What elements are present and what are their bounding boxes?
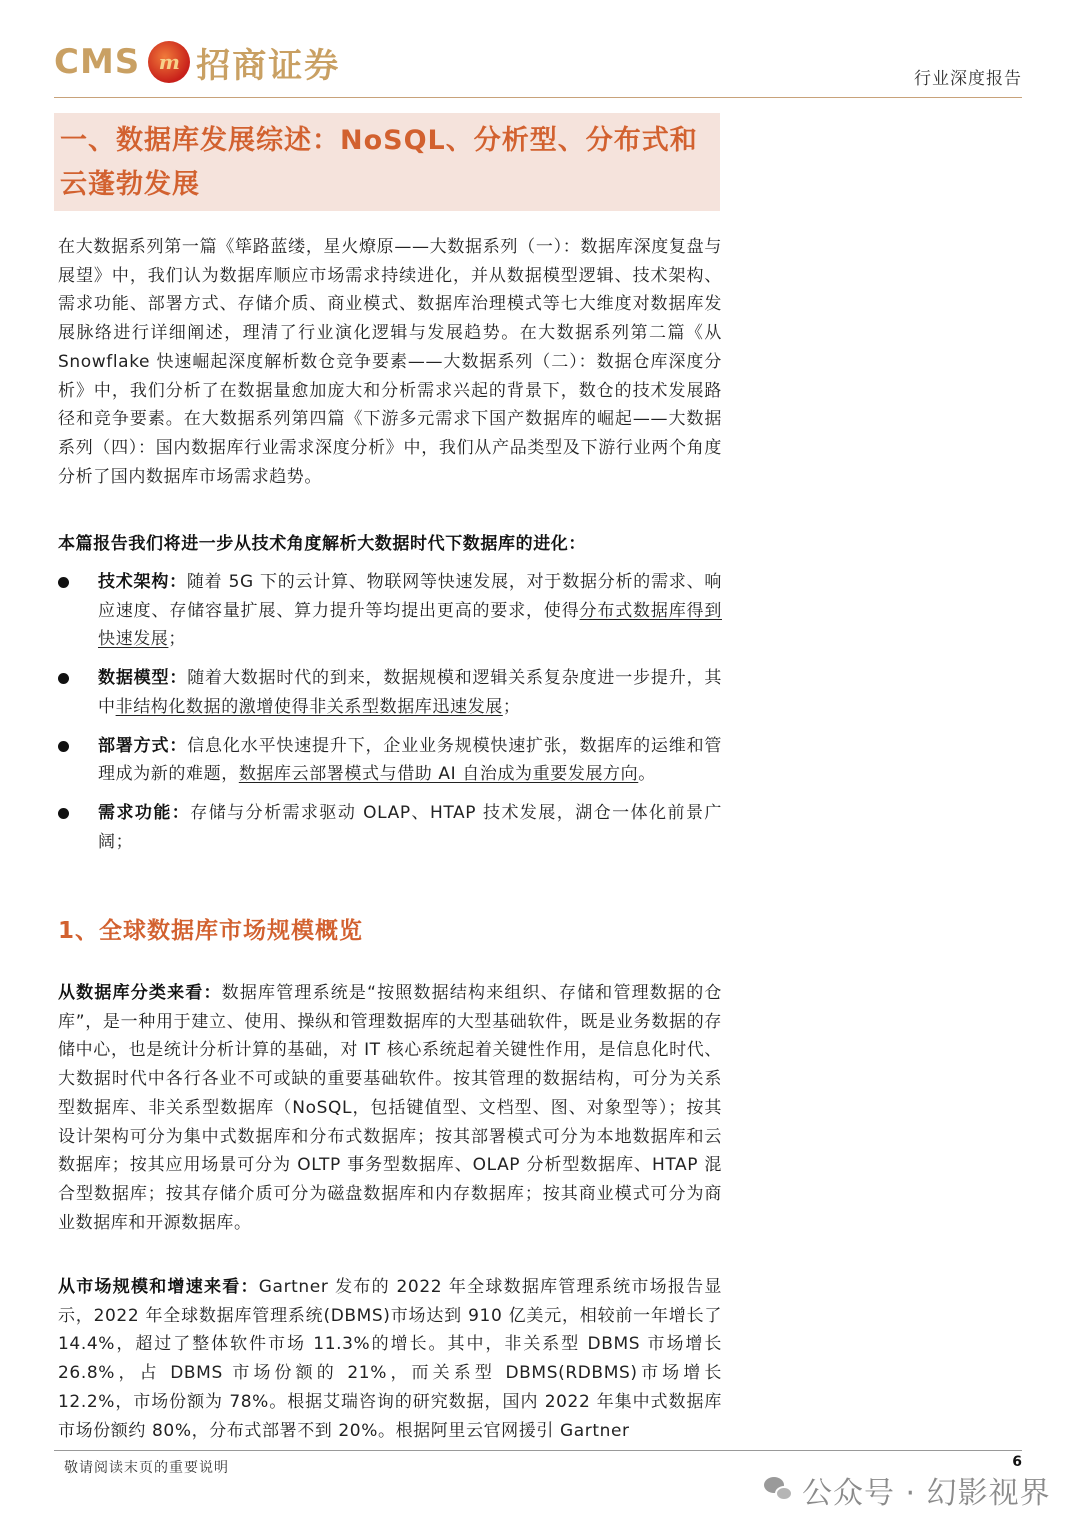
bullet-tail: ；	[502, 696, 521, 717]
bullet-label: 需求功能：	[98, 802, 191, 823]
logo-emblem-icon: m	[148, 41, 190, 83]
footer-disclaimer-note: 敬请阅读末页的重要说明	[64, 1460, 229, 1476]
market-paragraph	[58, 1273, 722, 1445]
classification-label: 从数据库分类来看：	[58, 983, 222, 1003]
watermark-text: 公众号 · 幻影视界	[802, 1476, 1051, 1511]
subsection-title: 1、全球数据库市场规模概览	[58, 918, 364, 944]
bullet-label: 数据模型：	[98, 668, 188, 689]
footer-divider	[54, 1450, 1022, 1451]
bullet-underlined-text: 分布式数据库得到快速发展	[98, 600, 722, 650]
bullet-text: 存储与分析需求驱动 OLAP、HTAP 技术发展，湖仓一体化前景广阔；	[98, 802, 722, 852]
bullet-underlined-text: 非结构化数据的激增使得非关系型数据库迅速发展	[115, 696, 503, 717]
report-type-label: 行业深度报告	[914, 69, 1022, 89]
classification-text: 数据库管理系统是“按照数据结构来组织、存储和管理数据的仓库”，是一种用于建立、使用、操纵和管理数据库的大型基础软件，既是业务数据的存储中心，也是统计分析计算的基础，对 IT 核心系统起着关键性作用，是信息化时代、大数据时代中各行各业不可或缺的重要基础软件。按其管理的数据结构，可分为关系型数据库、非关系型数据库（NoSQL，包括键值型、文档型、图、对象型等）；按其设计架构可分为集中式数据库和分布式数据库；按其部署模式可分为本地数据库和云数据库；按其应用场景可分为 OLTP 事务型数据库、OLAP 分析型数据库、HTAP 混合型数据库；按其存储介质可分为磁盘数据库和内存数据库；按其商业模式可分为商业数据库和开源数据库。	[58, 983, 723, 1233]
intro-paragraph: 在大数据系列第一篇《筚路蓝缕，星火燎原——大数据系列（一）：数据库深度复盘与展望》中，我们认为数据库顺应市场需求持续进化，并从数据模型逻辑、技术架构、需求功能、部署方式、存储介质、商业模式、数据库治理模式等七大维度对数据库发展脉络进行详细阐述，理清了行业演化逻辑与发展趋势。在大数据系列第二篇《从 Snowflake 快速崛起深度解析数仓竞争要素——大数据系列（二）：数据仓库深度分析》中，我们分析了在数据量愈加庞大和分析需求兴起的背景下，数仓的技术发展路径和竞争要素。在大数据系列第四篇《下游多元需求下国产数据库的崛起——大数据系列（四）：国内数据库行业需求深度分析》中，我们从产品类型及下游行业两个角度分析了国内数据库市场需求趋势。	[58, 237, 722, 487]
bullet-underlined-text: 数据库云部署模式与借助 AI 自治成为重要发展方向	[238, 764, 639, 785]
bullet-text: 随着大数据时代的到来，数据规模和逻辑关系复杂度进一步提升，其中	[98, 668, 723, 717]
list-item	[58, 664, 722, 721]
list-item	[58, 799, 722, 856]
section-title-line-1: 一、数据库发展综述：NoSQL、分析型、分布式和	[60, 125, 698, 156]
market-text: Gartner 发布的 2022 年全球数据库管理系统市场报告显示，2022 年全球数据库管理系统(DBMS)市场达到 910 亿美元，相较前一年增长了 14.4%，超过了整体软件市场 11.3%的增长。其中，非关系型 DBMS 市场增长 26.8%，占 DBMS 市场份额的 21%，而关系型 DBMS(RDBMS)市场增长 12.2%，市场份额为 78%。根据艾瑞咨询的研究数据，国内 2022 年集中式数据库市场份额约 80%，分布式部署不到 20%。根据阿里云官网援引 Gartner	[58, 1277, 722, 1441]
lead-statement: 本篇报告我们将进一步从技术角度解析大数据时代下数据库的进化：	[58, 534, 586, 554]
bullet-tail: 。	[638, 764, 656, 785]
bullet-tail: ；	[168, 629, 187, 650]
list-item	[58, 568, 722, 654]
bullet-dot-icon	[58, 577, 69, 588]
market-label: 从市场规模和增速来看：	[58, 1277, 259, 1297]
bullet-label: 部署方式：	[98, 735, 188, 756]
wechat-icon	[764, 1477, 794, 1503]
classification-paragraph	[58, 979, 722, 1237]
bullet-text: 随着 5G 下的云计算、物联网等快速发展，对于数据分析的需求、响应速度、存储容量扩展、算力提升等均提出更高的要求，使得	[98, 572, 723, 621]
bullet-list	[58, 568, 722, 866]
bullet-text: 信息化水平快速提升下，企业业务规模快速扩张，数据库的运维和管理成为新的难题，	[98, 735, 723, 785]
page-header	[54, 30, 1022, 98]
section-title-line-2: 云蓬勃发展	[60, 169, 200, 200]
logo-chinese-text: 招商证券	[196, 45, 341, 86]
logo-latin-text: CMS	[54, 42, 141, 82]
bullet-dot-icon	[58, 673, 69, 684]
bullet-label: 技术架构：	[98, 572, 187, 592]
bullet-dot-icon	[58, 808, 69, 819]
cms-logo	[54, 40, 340, 84]
bullet-dot-icon	[58, 741, 69, 752]
section-title-box	[54, 113, 720, 211]
wechat-watermark	[764, 1470, 1051, 1510]
list-item	[58, 732, 722, 789]
page-number: 6	[1012, 1454, 1022, 1470]
